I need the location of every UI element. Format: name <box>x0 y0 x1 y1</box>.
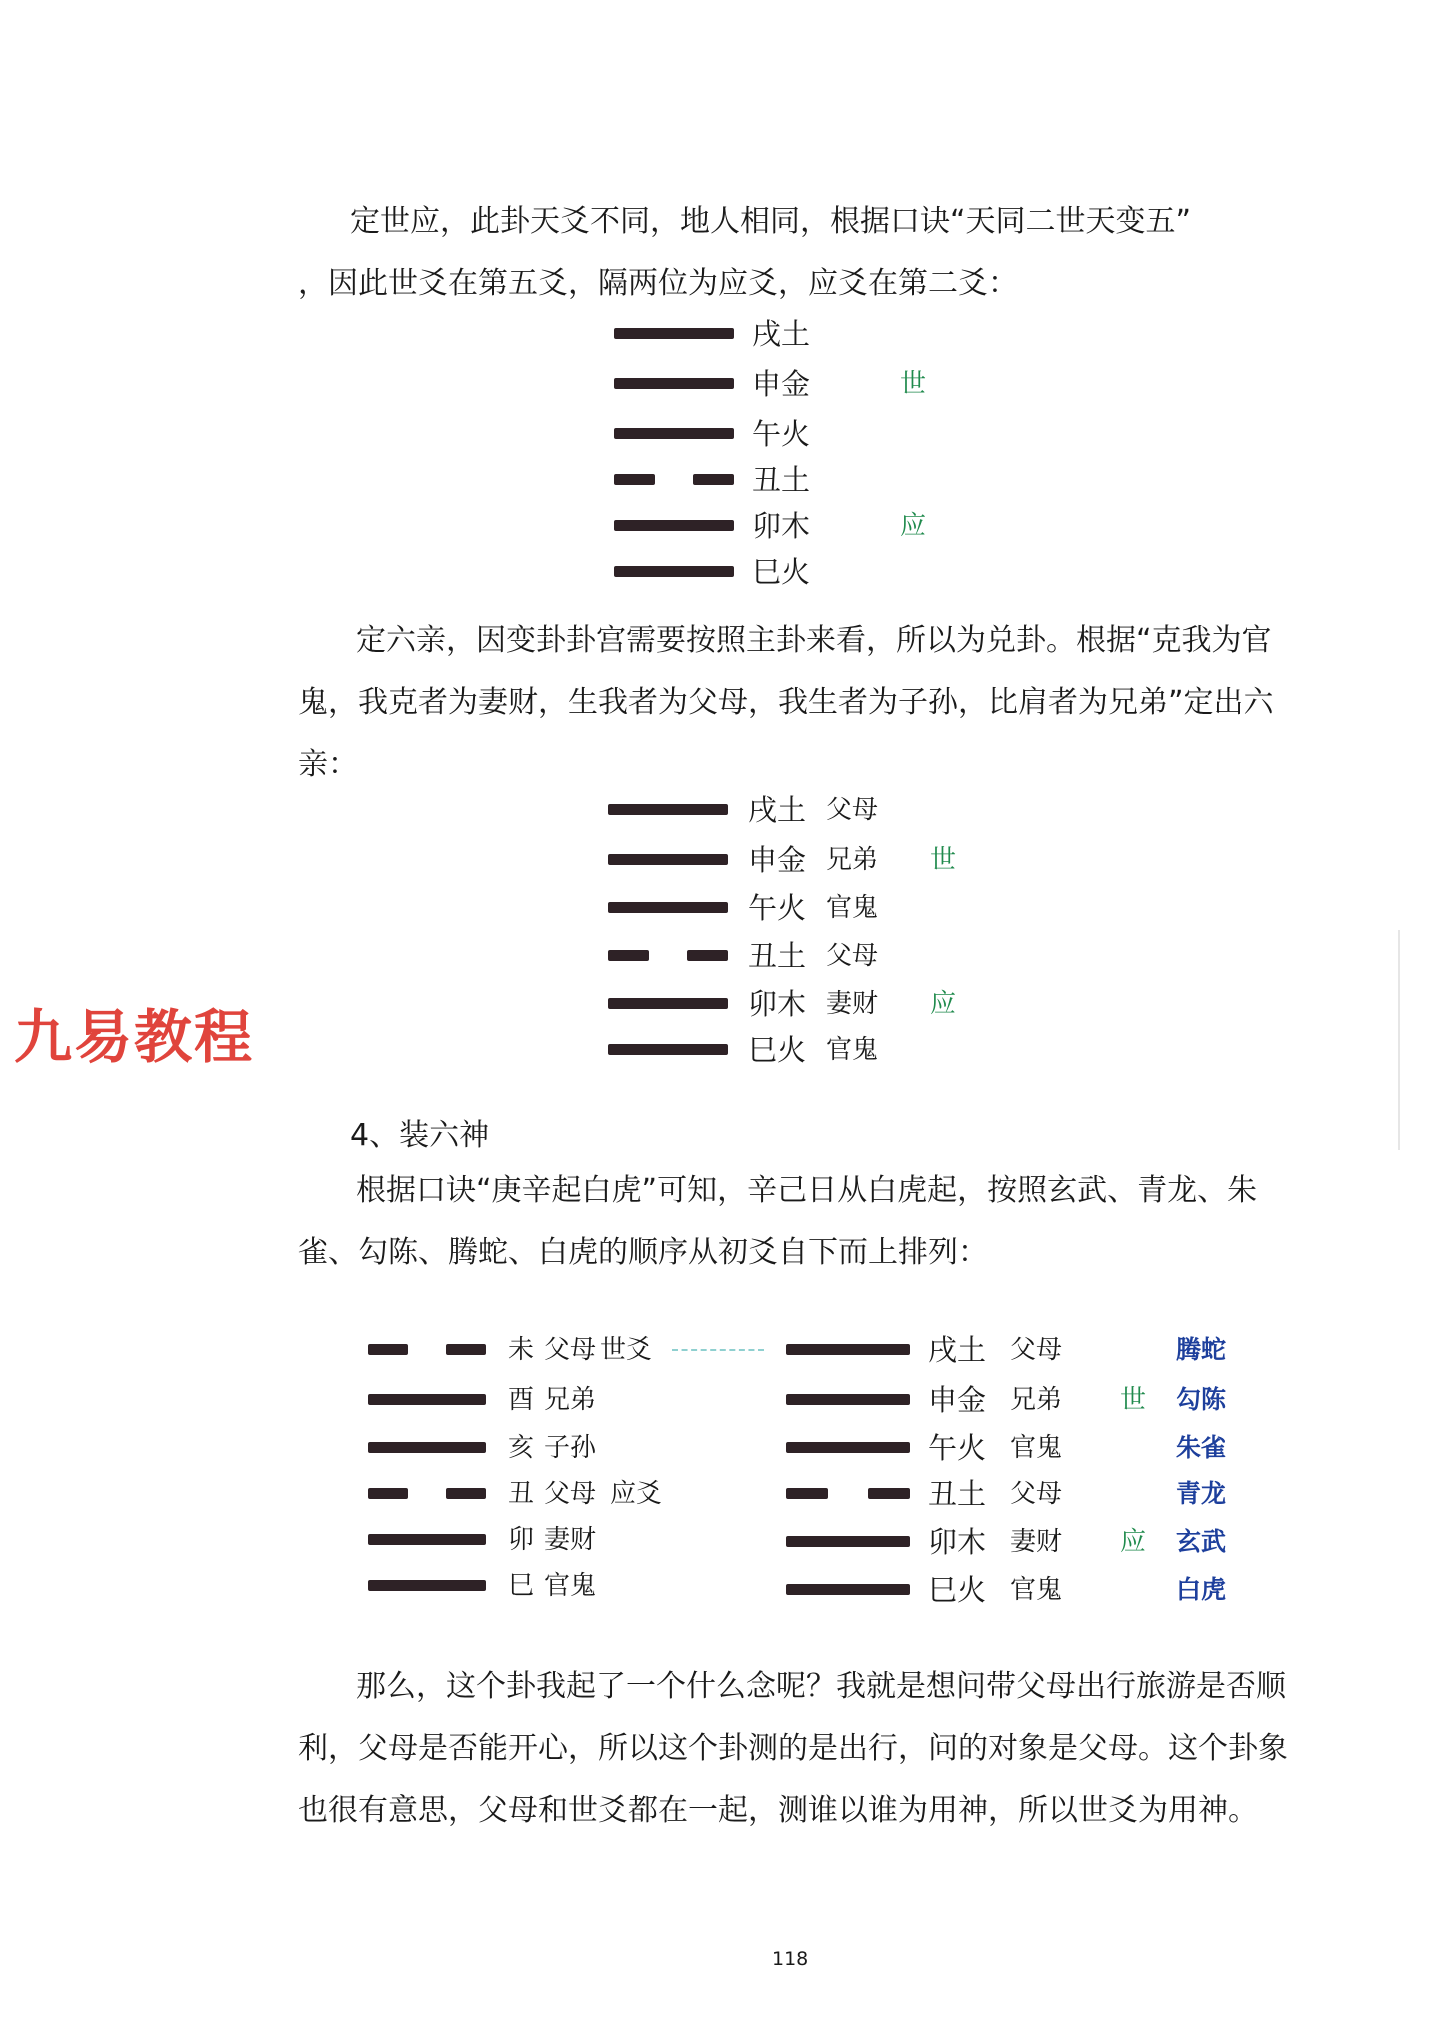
hex3-right-row <box>0 1570 1440 1610</box>
hex3-right-branch: 巳火 <box>928 1573 987 1607</box>
hex1-mark: 应 <box>900 511 927 541</box>
yin-line-right <box>693 474 734 485</box>
page-number: 118 <box>772 1948 809 1970</box>
hex3-right-branch: 丑土 <box>928 1477 987 1511</box>
yang-line <box>786 1394 910 1405</box>
yang-line <box>608 902 728 913</box>
hex3-right-branch: 戌土 <box>928 1333 987 1367</box>
hex1-row <box>0 552 1000 592</box>
hex3-left-relative: 子孙 <box>544 1433 597 1463</box>
hex3-right-branch: 申金 <box>928 1383 987 1417</box>
hex3-right-row <box>0 1522 1440 1562</box>
hex2-relative: 官鬼 <box>826 893 879 923</box>
yin-line-right <box>868 1488 910 1499</box>
hex3-right-relative: 官鬼 <box>1010 1575 1063 1605</box>
para2: 定六亲，因变卦卦宫需要按照主卦来看，所以为兑卦。根据“克我为官鬼，我克者为妻财，生我者为父母，我生者为子孙，比肩者为兄弟”定出六亲： <box>298 623 1274 782</box>
hex2-branch: 午火 <box>748 891 807 925</box>
yang-line <box>786 1584 910 1595</box>
hex3-right-spirit: 白虎 <box>1176 1575 1227 1604</box>
hex2-branch: 戌土 <box>748 793 807 827</box>
hex1-branch: 丑土 <box>752 463 811 497</box>
yang-line <box>786 1344 910 1355</box>
hex3-left-branch: 卯 <box>508 1525 535 1555</box>
hex1-row <box>0 460 1000 500</box>
para3: 根据口诀“庚辛起白虎”可知，辛己日从白虎起，按照玄武、青龙、朱雀、勾陈、腾蛇、白虎的顺序从初爻自下而上排列： <box>298 1173 1258 1270</box>
hex3-right-branch: 卯木 <box>928 1525 987 1559</box>
section-heading-4: 4、装六神 <box>350 1118 490 1153</box>
hex1-branch: 申金 <box>752 367 811 401</box>
hex3-left-branch: 丑 <box>508 1479 535 1509</box>
hex3-left-relative: 官鬼 <box>544 1571 597 1601</box>
yin-line-right <box>687 950 728 961</box>
yang-line <box>786 1536 910 1547</box>
hex3-left-note: 世爻 <box>600 1335 653 1365</box>
yang-line <box>614 328 734 339</box>
yin-line-left <box>786 1488 828 1499</box>
hex3-right-row <box>0 1380 1440 1420</box>
hex2-mark: 应 <box>930 989 957 1019</box>
hex3-left-relative: 父母 <box>544 1479 597 1509</box>
scan-edge <box>1398 930 1400 1150</box>
hex2-relative: 父母 <box>826 795 879 825</box>
hex3-left-relative: 兄弟 <box>544 1385 597 1415</box>
hex3-right-spirit: 青龙 <box>1176 1479 1227 1508</box>
yang-line <box>614 566 734 577</box>
para4: 那么，这个卦我起了一个什么念呢？我就是想问带父母出行旅游是否顺利，父母是否能开心，所以这个卦测的是出行，问的对象是父母。这个卦象也很有意思，父母和世爻都在一起，测谁以谁为用神，所以世爻为用神。 <box>298 1669 1288 1828</box>
hex1-row <box>0 506 1000 546</box>
yang-line <box>608 854 728 865</box>
hex2-row <box>0 840 1000 880</box>
yang-line <box>786 1442 910 1453</box>
hex1-row <box>0 364 1000 404</box>
hex2-relative: 兄弟 <box>826 845 879 875</box>
hex3-right-relative: 父母 <box>1010 1479 1063 1509</box>
hex3-right-spirit: 朱雀 <box>1176 1433 1227 1462</box>
hex2-branch: 丑土 <box>748 939 807 973</box>
hex3-right-row <box>0 1428 1440 1468</box>
hex3-right-mark: 应 <box>1120 1527 1147 1557</box>
hex3-right-spirit: 勾陈 <box>1176 1385 1227 1414</box>
hex3-right-relative: 兄弟 <box>1010 1385 1063 1415</box>
watermark-logo: 九易教程 <box>14 1003 255 1071</box>
hex3-right-relative: 妻财 <box>1010 1527 1063 1557</box>
hex1-row <box>0 314 1000 354</box>
yin-line-left <box>608 950 649 961</box>
yin-line-left <box>614 474 655 485</box>
para1-line2: ，因此世爻在第五爻，隔两位为应爻，应爻在第二爻： <box>298 266 1018 301</box>
hex1-mark: 世 <box>900 369 927 399</box>
hex1-branch: 巳火 <box>752 555 811 589</box>
hex3-left-relative: 父母 <box>544 1335 597 1365</box>
hex3-right-relative: 官鬼 <box>1010 1433 1063 1463</box>
hex2-mark: 世 <box>930 845 957 875</box>
hex2-branch: 巳火 <box>748 1033 807 1067</box>
hex3-left-branch: 亥 <box>508 1433 535 1463</box>
yang-line <box>614 378 734 389</box>
yang-line <box>608 804 728 815</box>
hex1-branch: 卯木 <box>752 509 811 543</box>
hex2-row <box>0 888 1000 928</box>
hex3-right-branch: 午火 <box>928 1431 987 1465</box>
yang-line <box>614 520 734 531</box>
hex1-branch: 午火 <box>752 417 811 451</box>
hex2-relative: 官鬼 <box>826 1035 879 1065</box>
hex3-right-spirit: 玄武 <box>1176 1527 1227 1556</box>
hex2-relative: 妻财 <box>826 989 879 1019</box>
hex1-branch: 戌土 <box>752 317 811 351</box>
hex3-left-branch: 未 <box>508 1335 535 1365</box>
hex2-row <box>0 790 1000 830</box>
hex1-row <box>0 414 1000 454</box>
hex3-right-mark: 世 <box>1120 1385 1147 1415</box>
hex2-row <box>0 936 1000 976</box>
hex3-left-note: 应爻 <box>610 1479 663 1509</box>
hex2-branch: 申金 <box>748 843 807 877</box>
hex2-branch: 卯木 <box>748 987 807 1021</box>
para1-line1: 定世应，此卦天爻不同，地人相同，根据口诀“天同二世天变五” <box>350 204 1192 239</box>
hex3-right-spirit: 腾蛇 <box>1176 1335 1227 1364</box>
yang-line <box>608 998 728 1009</box>
hex3-right-row <box>0 1474 1440 1514</box>
hex3-left-branch: 酉 <box>508 1385 535 1415</box>
hex3-left-branch: 巳 <box>508 1571 535 1601</box>
hex2-relative: 父母 <box>826 941 879 971</box>
hex3-left-relative: 妻财 <box>544 1525 597 1555</box>
hex3-right-relative: 父母 <box>1010 1335 1063 1365</box>
yang-line <box>608 1044 728 1055</box>
hex3-right-row <box>0 1330 1440 1370</box>
yang-line <box>614 428 734 439</box>
